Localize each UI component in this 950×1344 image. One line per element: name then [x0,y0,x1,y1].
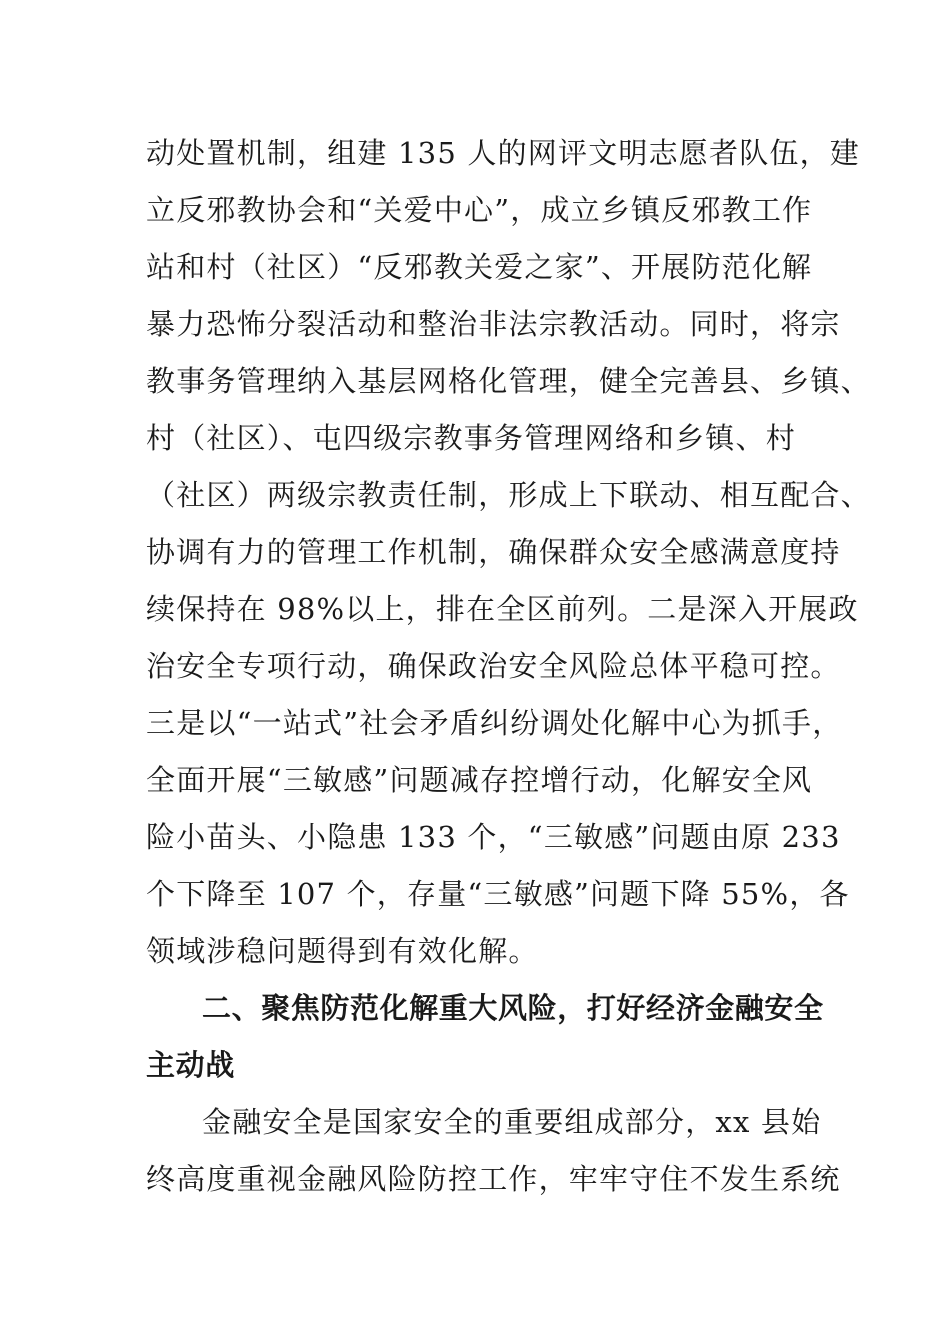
body-text-line: 协调有力的管理工作机制，确保群众安全感满意度持 [146,535,841,569]
section-heading: 二、聚焦防范化解重大风险，打好经济金融安全 [202,991,824,1025]
body-text-line: （社区）两级宗教责任制，形成上下联动、相互配合、 [146,478,871,512]
body-text-line: 暴力恐怖分裂活动和整治非法宗教活动。同时，将宗 [146,307,841,341]
body-text-line: 三是以“一站式”社会矛盾纠纷调处化解中心为抓手， [146,706,843,740]
body-text-line: 险小苗头、小隐患 133 个，“三敏感”问题由原 233 [146,820,841,854]
body-text-line: 立反邪教协会和“关爱中心”，成立乡镇反邪教工作 [146,193,813,227]
body-text-line: 个下降至 107 个，存量“三敏感”问题下降 55%，各 [146,877,850,911]
body-text-line: 村（社区）、屯四级宗教事务管理网络和乡镇、村 [146,421,796,455]
section-heading-continued: 主动战 [146,1048,235,1082]
body-text-line: 治安全专项行动，确保政治安全风险总体平稳可控。 [146,649,841,683]
body-text-line: 领域涉稳问题得到有效化解。 [146,934,539,968]
body-text-line: 站和村（社区）“反邪教关爱之家”、开展防范化解 [146,250,813,284]
body-text-line: 金融安全是国家安全的重要组成部分，xx 县始 [202,1105,822,1139]
body-text-line: 动处置机制，组建 135 人的网评文明志愿者队伍，建 [146,136,860,170]
body-text-line: 全面开展“三敏感”问题减存控增行动，化解安全风 [146,763,813,797]
body-text-line: 续保持在 98%以上，排在全区前列。二是深入开展政 [146,592,859,626]
body-text-line: 终高度重视金融风险防控工作，牢牢守住不发生系统 [146,1162,841,1196]
body-text-line: 教事务管理纳入基层网格化管理，健全完善县、乡镇、 [146,364,871,398]
